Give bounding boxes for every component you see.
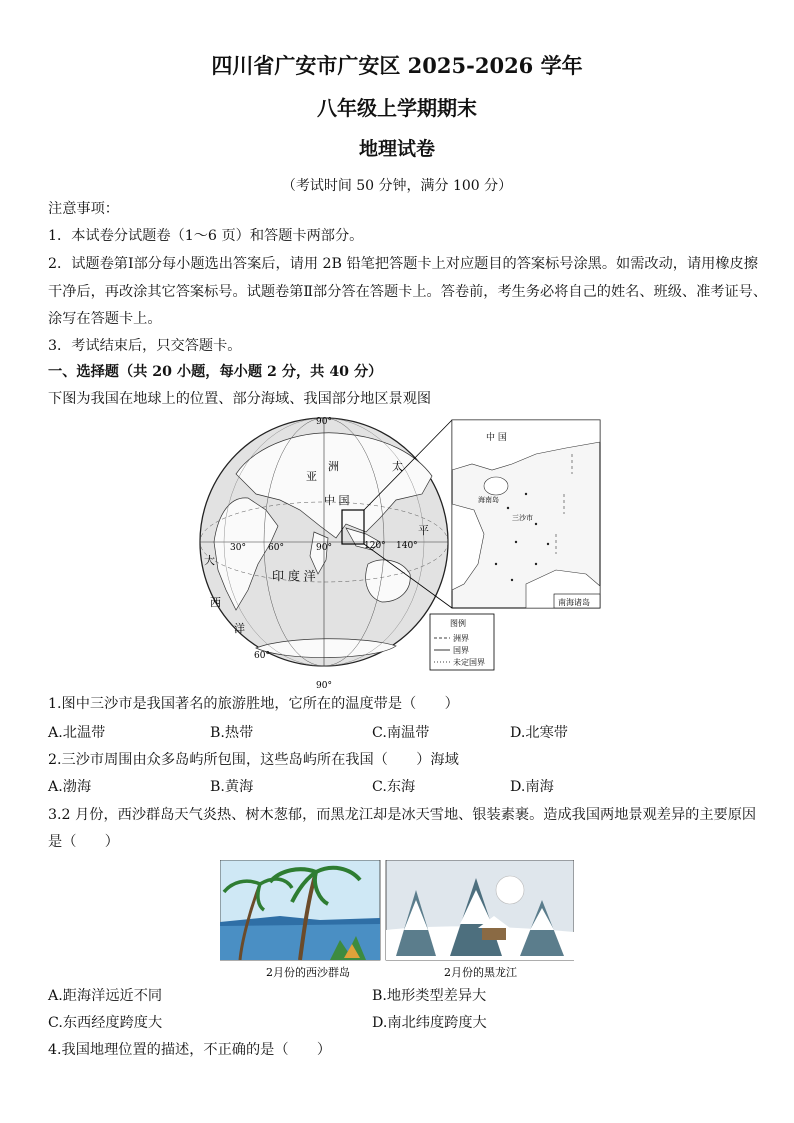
photo-caption-heilongjiang: 2月份的黑龙江 [444, 966, 517, 979]
label-atlantic-3: 洋 [234, 622, 245, 635]
q2-option-a: A.渤海 [48, 779, 92, 795]
question-1-text: 1.图中三沙市是我国著名的旅游胜地，它所在的温度带是（ ） [48, 696, 459, 712]
exam-title-line3: 地理试卷 [358, 138, 435, 160]
q2-option-d: D.南海 [510, 779, 554, 795]
notes-item-2-line1: 2．试题卷第Ⅰ部分每小题选出答案后，请用 2B 铅笔把答题卡上对应题目的答案标号涂黑。如需改动，请用橡皮擦 [48, 256, 758, 272]
legend-national-border: 国界 [453, 646, 469, 655]
label-atlantic-2: 西 [210, 596, 221, 609]
lat-label-bottom: 90° [316, 681, 332, 690]
q3-option-c: C.东西经度跨度大 [48, 1015, 163, 1031]
map-legend [430, 614, 494, 670]
lon-label-120: 120° [364, 541, 386, 551]
q3-option-d: D.南北纬度跨度大 [372, 1015, 487, 1031]
label-indian-ocean: 印 度 洋 [272, 569, 316, 583]
exam-title-line2: 八年级上学期期末 [317, 96, 477, 120]
xisha-islands-photo [220, 860, 380, 960]
notes-heading: 注意事项： [48, 201, 119, 217]
q1-option-a: A.北温带 [48, 725, 106, 741]
section1-heading: 一、选择题（共 20 小题，每小题 2 分，共 40 分） [48, 364, 383, 380]
lon-label-60: 60° [268, 543, 284, 553]
notes-item-1: 1．本试卷分试题卷（1～6 页）和答题卡两部分。 [48, 228, 364, 244]
exam-title-line1: 四川省广安市广安区 2025-2026 学年 [211, 53, 583, 78]
q2-option-b: B.黄海 [210, 779, 254, 795]
inset-label-south-china-sea-islands: 南海诸岛 [558, 598, 590, 607]
q3-option-b: B.地形类型差异大 [372, 988, 487, 1004]
lat-label-60: 60° [254, 651, 270, 661]
legend-undetermined-border: 未定国界 [453, 658, 485, 667]
legend-title: 图例 [450, 619, 466, 628]
question-3-text-line1: 3.2 月份，西沙群岛天气炎热、树木葱郁，而黑龙江却是冰天雪地、银装素裹。造成我国两地景观差异的主要原因 [48, 807, 757, 823]
notes-item-2-line2: 干净后，再改涂其它答案标号。试题卷第Ⅱ部分答在答题卡上。答卷前，考生务必将自己的姓名、班级、准考证号、 [48, 284, 768, 300]
landscape-photos-figure [220, 860, 574, 982]
question-3-text-line2: 是（ ） [48, 834, 119, 850]
label-asia-2: 洲 [328, 460, 339, 473]
inset-label-sansha: 三沙市 [512, 514, 533, 522]
q1-option-d: D.北寒带 [510, 725, 568, 741]
question-4-text: 4.我国地理位置的描述，不正确的是（ ） [48, 1042, 332, 1058]
label-pacific-2: 平 [418, 524, 429, 537]
label-pacific-1: 太 [392, 460, 403, 473]
legend-continent-boundary: 洲界 [453, 634, 469, 643]
question-2-text: 2.三沙市周围由众多岛屿所包围，这些岛屿所在我国（ ）海域 [48, 752, 459, 768]
lon-label-30: 30° [230, 543, 246, 553]
lat-label-top: 90° [316, 417, 332, 427]
inset-label-china: 中 国 [486, 433, 507, 443]
section1-intro: 下图为我国在地球上的位置、部分海域、我国部分地区景观图 [48, 391, 432, 407]
lon-label-90: 90° [316, 543, 332, 553]
q1-option-c: C.南温带 [372, 725, 430, 741]
label-atlantic-1: 大 [204, 554, 215, 567]
globe-map-figure [196, 414, 606, 690]
heilongjiang-photo [386, 860, 574, 960]
q3-option-a: A.距海洋远近不同 [48, 988, 163, 1004]
label-china: 中 国 [324, 494, 350, 507]
q2-option-c: C.东海 [372, 779, 416, 795]
notes-item-3: 3．考试结束后，只交答题卡。 [48, 338, 242, 354]
label-asia-1: 亚 [306, 470, 317, 483]
q1-option-b: B.热带 [210, 725, 254, 741]
exam-info: （考试时间 50 分钟，满分 100 分） [281, 178, 513, 194]
notes-item-2-line3: 涂写在答题卡上。 [48, 311, 162, 327]
lon-label-140: 140° [396, 541, 418, 551]
inset-label-hainan: 海南岛 [478, 496, 499, 504]
south-china-sea-inset [452, 420, 600, 608]
photo-caption-xisha: 2月份的西沙群岛 [266, 966, 350, 979]
